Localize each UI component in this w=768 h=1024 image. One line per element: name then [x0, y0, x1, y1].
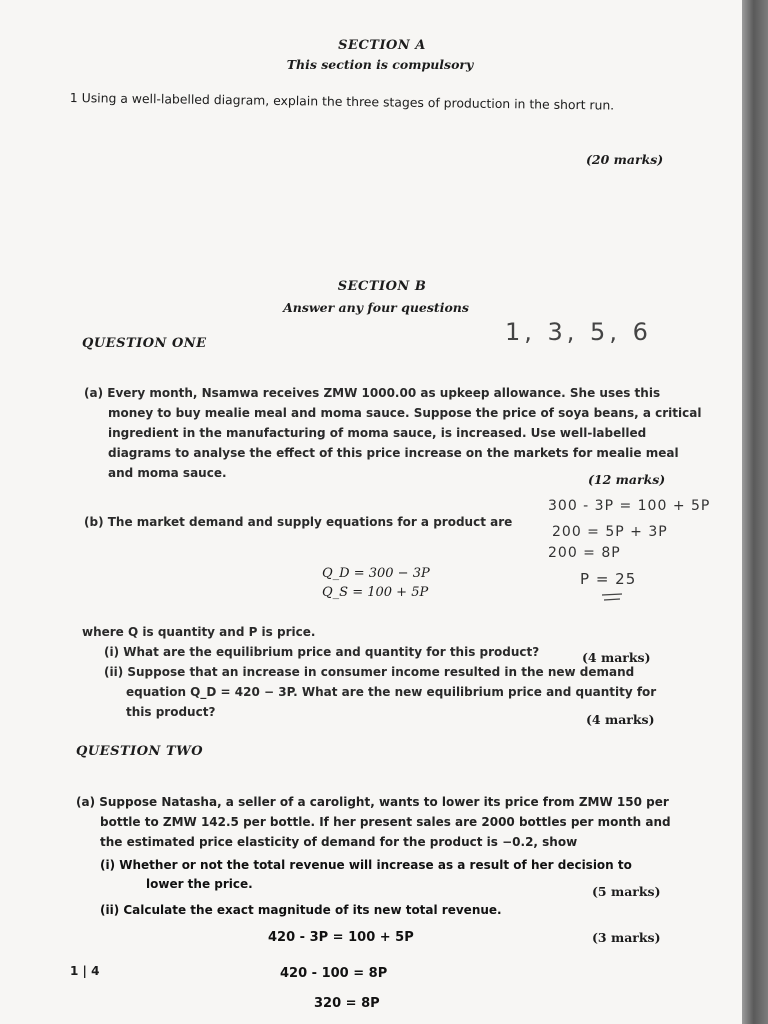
question-two-heading: QUESTION TWO — [76, 744, 204, 759]
handwork-line-1: 300 - 3P = 100 + 5P — [548, 498, 711, 514]
section-a-title: SECTION A — [338, 38, 426, 53]
section-a-subtitle: This section is compulsory — [286, 57, 474, 72]
q1b-ii-line-3: this product? — [126, 705, 216, 719]
section-a-marks: (20 marks) — [586, 152, 664, 167]
page-number: 1 | 4 — [70, 964, 100, 978]
q2a-i-line-2: lower the price. — [146, 877, 253, 891]
q2a-ii-marks: (3 marks) — [592, 930, 661, 945]
q1b-ii-line-1: (ii) Suppose that an increase in consumer income resulted in the new demand — [104, 665, 635, 679]
handwritten-underline — [600, 590, 624, 604]
q1a-marks: (12 marks) — [588, 472, 666, 487]
handwork-line-2: 200 = 5P + 3P — [552, 524, 668, 540]
q1b-i: (i) What are the equilibrium price and quantity for this product? — [104, 645, 540, 659]
section-a-question: 1 Using a well-labelled diagram, explain the three stages of production in the short run. — [69, 89, 615, 113]
q2a-line-3: the estimated price elasticity of demand for the product is −0.2, show — [100, 835, 578, 849]
q1a-line-1: (a) Every month, Nsamwa receives ZMW 1000.00 as upkeep allowance. She uses this — [84, 386, 661, 400]
supply-equation: Q_S = 100 + 5P — [322, 585, 429, 600]
q1b-i-marks: (4 marks) — [582, 650, 651, 665]
q1a-line-3: ingredient in the manufacturing of moma sauce, is increased. Use well-labelled — [108, 426, 647, 440]
q2-handwork-line-2: 420 - 100 = 8P — [280, 966, 388, 981]
scan-edge-shadow — [742, 0, 768, 1024]
q1a-line-5: and moma sauce. — [108, 466, 227, 480]
q1b-ii-marks: (4 marks) — [586, 712, 655, 727]
demand-equation: Q_D = 300 − 3P — [322, 566, 430, 581]
section-b-title: SECTION B — [337, 279, 427, 294]
q2a-i-line-1: (i) Whether or not the total revenue will increase as a result of her decision to — [100, 858, 632, 872]
question-one-heading: QUESTION ONE — [82, 336, 207, 351]
q2-handwork-line-3: 320 = 8P — [314, 996, 380, 1011]
section-b-subtitle: Answer any four questions — [283, 300, 469, 315]
q1a-line-4: diagrams to analyse the effect of this price increase on the markets for mealie meal — [108, 446, 679, 460]
q2a-line-2: bottle to ZMW 142.5 per bottle. If her present sales are 2000 bottles per month and — [100, 815, 671, 829]
handwritten-question-choice: 1, 3, 5, 6 — [505, 318, 652, 346]
variable-definition: where Q is quantity and P is price. — [82, 625, 316, 639]
handwork-line-4: P = 25 — [580, 570, 637, 588]
q2-handwork-line-1: 420 - 3P = 100 + 5P — [268, 930, 414, 945]
q2a-ii-line: (ii) Calculate the exact magnitude of its new total revenue. — [100, 903, 502, 917]
q1a-line-2: money to buy mealie meal and moma sauce. Suppose the price of soya beans, a critical — [108, 406, 702, 420]
q2a-i-marks: (5 marks) — [592, 884, 661, 899]
q1b-ii-line-2: equation Q_D = 420 − 3P. What are the new equilibrium price and quantity for — [126, 685, 657, 699]
handwork-line-3: 200 = 8P — [548, 545, 621, 561]
q2a-line-1: (a) Suppose Natasha, a seller of a carolight, wants to lower its price from ZMW 150 per — [76, 795, 669, 809]
q1b-intro: (b) The market demand and supply equations for a product are — [84, 515, 513, 529]
